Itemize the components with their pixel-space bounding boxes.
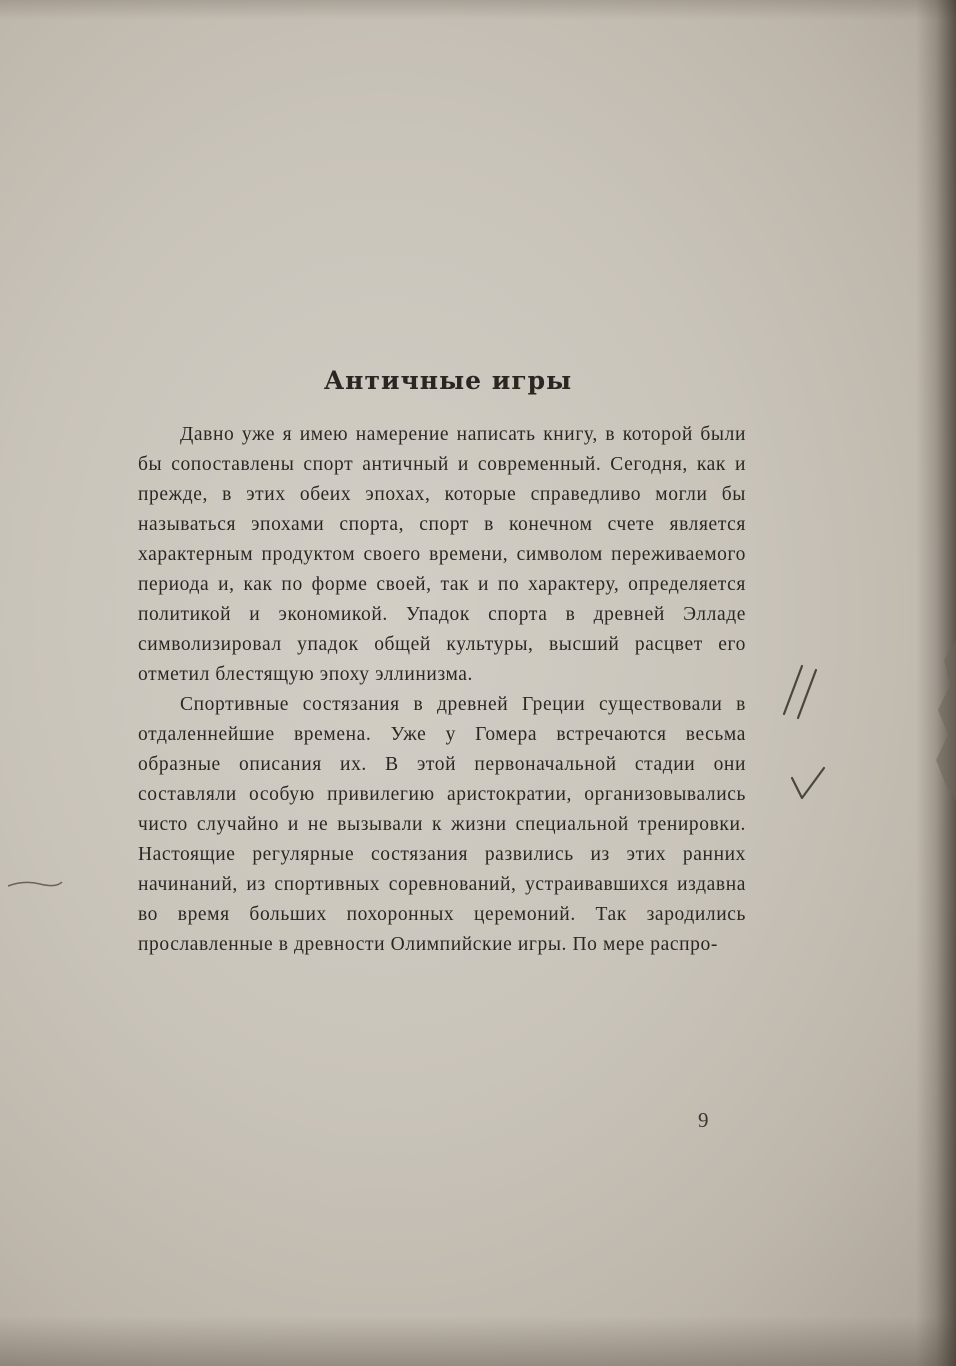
page-edge-bottom [0, 1316, 956, 1366]
check-mark [792, 768, 824, 798]
paragraph-2: Спортивные состязания в древней Греции существовали в отдаленнейшие времена. Уже у Гомера встречаются весьма образные описания их. В этой первоначальной стадии они составляли особую привилегию аристократии, организовывались чисто случайно и не вызывали к жизни специальной тренировки. Настоящие регулярные состязания развились из этих ранних начинаний, из спортивных соревнований, устраивавшихся издавна во время больших похоронных церемоний. Так зародились прославленные в древности Олимпийские игры. По мере распро- [138, 694, 746, 955]
double-slash-mark [784, 666, 816, 718]
pencil-margin-marks [770, 650, 850, 820]
page-edge-top [0, 0, 956, 20]
body-text [138, 420, 746, 960]
torn-edge [926, 640, 956, 800]
paragraph-1: Давно уже я имею намерение написать книгу, в которой были бы сопоставлены спорт античный и современный. Сегодня, как и прежде, в этих обеих эпохах, которые справедливо могли бы называться эпохами спорта, спорт в конечном счете является характерным продуктом своего времени, символом переживаемого периода и, как по форме своей, так и по характеру, определяется политикой и экономикой. Упадок спорта в древней Элладе символизировал упадок общей культуры, высший расцвет его отметил блестящую эпоху эллинизма. [138, 424, 746, 685]
chapter-title: Античные игры [323, 366, 573, 395]
left-edge-mark [0, 860, 80, 900]
page-number: 9 [698, 1108, 709, 1132]
